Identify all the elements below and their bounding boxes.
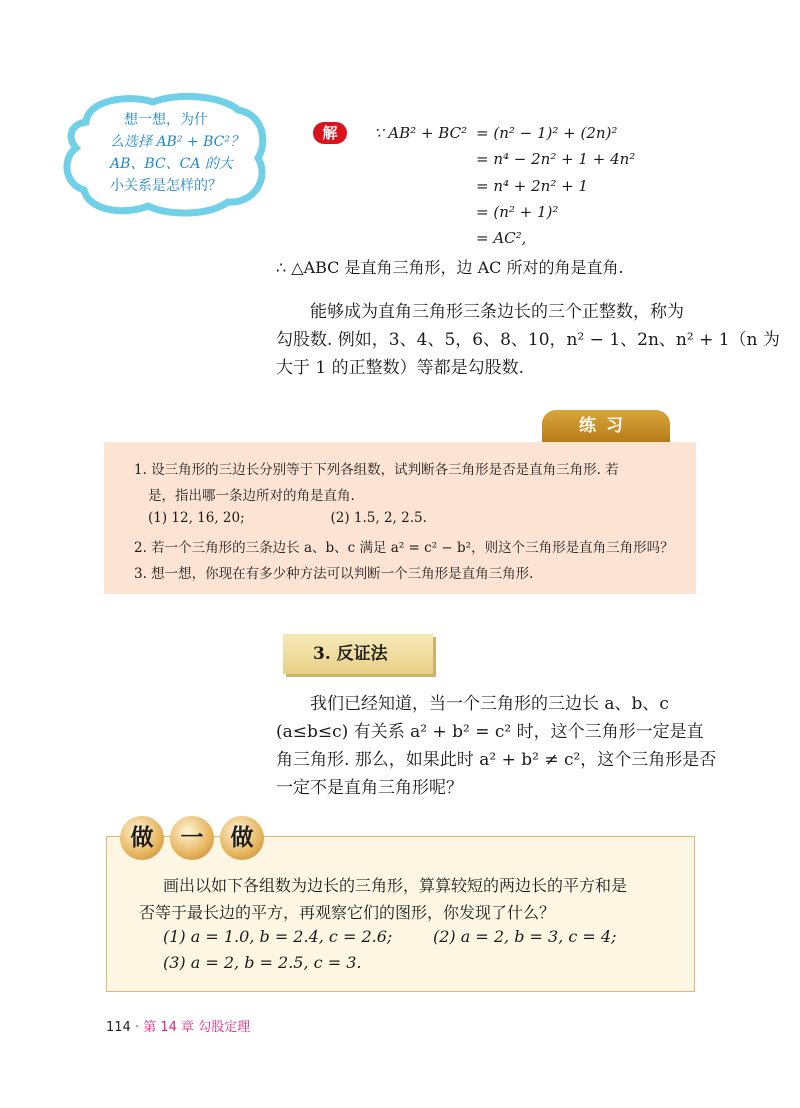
contradiction-paragraph xyxy=(276,690,717,802)
bubble-line: AB、BC、CA 的大 xyxy=(110,156,233,172)
solution-badge: 解 xyxy=(313,122,347,144)
paragraph-line: 勾股数. 例如，3、4、5，6、8、10，n² − 1、2n、n² + 1（n 为 xyxy=(276,330,780,350)
page-number: 114 xyxy=(106,1020,131,1035)
page-footer xyxy=(106,1016,250,1035)
paragraph-line: (a≤b≤c) 有关系 a² + b² = c² 时，这个三角形一定是直 xyxy=(276,722,704,742)
thought-bubble xyxy=(58,92,270,218)
paragraph-line: 一定不是直角三角形呢？ xyxy=(276,778,463,798)
exercise-item: 2. 若一个三角形的三条边长 a、b、c 满足 a² = c² − b²，则这个三角形是直角三角形吗？ xyxy=(134,540,674,556)
exercise-tab: 练习 xyxy=(542,410,670,442)
badge-char: 一 xyxy=(180,824,204,851)
bubble-line: 么选择 AB² + BC²？ xyxy=(110,134,244,150)
equation-line: = AC², xyxy=(476,229,527,247)
paragraph-line: 能够成为直角三角形三条边长的三个正整数，称为 xyxy=(310,302,684,322)
section-title xyxy=(283,634,433,674)
exercise-box xyxy=(104,442,696,594)
exercise-item: 1. 设三角形的三边长分别等于下列各组数，试判断各三角形是否是直角三角形. 若 xyxy=(134,462,619,478)
solution-conclusion: ∴ △ABC 是直角三角形，边 AC 所对的角是直角. xyxy=(276,258,624,277)
bubble-line: 小关系是怎样的？ xyxy=(110,178,222,194)
chapter-title: 第 14 章 勾股定理 xyxy=(143,1020,251,1035)
paragraph-line: 角三角形. 那么，如果此时 a² + b² ≠ c²，这个三角形是否 xyxy=(276,750,717,770)
equation-left: ∵ AB² + BC² xyxy=(374,124,468,142)
badge-char: 做 xyxy=(230,824,254,851)
bubble-line: 想一想，为什 xyxy=(124,112,208,128)
equation-line: = (n² − 1)² + (2n)² xyxy=(476,124,618,142)
pythagorean-triples-paragraph xyxy=(276,298,780,382)
equation-line: = n⁴ − 2n² + 1 + 4n² xyxy=(476,150,636,168)
equation-line: = (n² + 1)² xyxy=(476,203,559,221)
activity-line: (3) a = 2, b = 2.5, c = 3. xyxy=(163,953,362,972)
exercise-item: 是，指出哪一条边所对的角是直角. xyxy=(148,488,355,504)
activity-line: 画出以如下各组数为边长的三角形，算算较短的两边长的平方和是 xyxy=(163,876,628,895)
activity-line: 否等于最长边的平方，再观察它们的图形，你发现了什么？ xyxy=(139,903,556,922)
exercise-item: (1) 12, 16, 20; (2) 1.5, 2, 2.5. xyxy=(148,510,427,526)
paragraph-line: 我们已经知道，当一个三角形的三边长 a、b、c xyxy=(310,694,669,714)
badge-char: 做 xyxy=(130,824,154,851)
exercise-item: 3. 想一想，你现在有多少种方法可以判断一个三角形是直角三角形. xyxy=(134,566,534,582)
activity-line: (1) a = 1.0, b = 2.4, c = 2.6; (2) a = 2, b = 3, c = 4; xyxy=(163,927,617,946)
activity-badge xyxy=(120,816,268,862)
section-title-text: 3. 反证法 xyxy=(313,644,388,664)
paragraph-line: 大于 1 的正整数）等都是勾股数. xyxy=(276,358,525,378)
footer-separator: · xyxy=(134,1020,140,1035)
equation-line: = n⁴ + 2n² + 1 xyxy=(476,177,588,195)
bubble-text xyxy=(110,109,250,197)
